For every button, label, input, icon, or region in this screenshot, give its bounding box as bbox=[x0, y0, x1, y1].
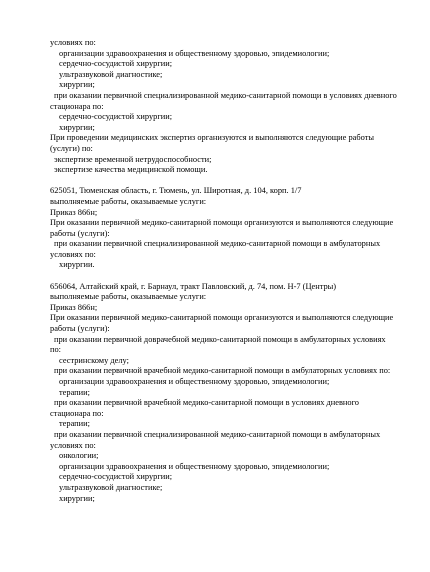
text-line: организации здравоохранения и общественному здоровью, эпидемиологии; bbox=[59, 377, 330, 386]
text-line: при оказании первичной доврачебной медико-санитарной помощи в амбулаторных условиях bbox=[54, 334, 386, 344]
text-line: стационара по: bbox=[50, 101, 104, 111]
text-line: хирургии; bbox=[59, 122, 95, 132]
text-line: при оказании первичной специализированной медико-санитарной помощи в условиях дневного bbox=[54, 90, 397, 100]
text-line: стационара по: bbox=[50, 408, 104, 418]
text-line: при оказании первичной специализированной медико-санитарной помощи в амбулаторных bbox=[54, 429, 381, 439]
paragraph-gap bbox=[50, 176, 410, 187]
text-line: при оказании первичной врачебной медико-санитарной помощи в условиях дневного bbox=[54, 398, 359, 408]
text-line: 625051, Тюменская область, г. Тюмень, ул. Широтная, д. 104, корп. 1/7 bbox=[50, 186, 302, 196]
text-line: выполняемые работы, оказываемые услуги: bbox=[50, 292, 207, 302]
text-line: при оказании первичной специализированной медико-санитарной помощи в амбулаторных bbox=[54, 239, 381, 249]
text-line: онкологии; bbox=[59, 451, 99, 461]
text-line: Приказ 866н; bbox=[50, 207, 98, 217]
text-line: работы (услуги): bbox=[50, 228, 110, 238]
text-line: при оказании первичной врачебной медико-санитарной помощи в амбулаторных условиях по: bbox=[54, 366, 391, 376]
text-line: сердечно-сосудистой хирургии; bbox=[59, 472, 173, 482]
text-line: хирургии. bbox=[59, 260, 95, 270]
text-line: При оказании первичной медико-санитарной помощи организуются и выполняются следующие bbox=[50, 313, 394, 323]
text-line: условиях по: bbox=[50, 249, 96, 259]
text-line: сердечно-сосудистой хирургии; bbox=[59, 112, 173, 122]
text-line: ультразвуковой диагностике; bbox=[59, 482, 163, 492]
text-line: условиях по: bbox=[50, 440, 96, 450]
document-section bbox=[50, 282, 410, 504]
paragraph-gap bbox=[50, 271, 410, 282]
text-line: экспертизе временной нетрудоспособности; bbox=[54, 154, 212, 164]
text-line: При оказании первичной медико-санитарной помощи организуются и выполняются следующие bbox=[50, 218, 394, 228]
text-line: терапии; bbox=[59, 419, 90, 429]
document-section bbox=[50, 38, 410, 176]
text-line: (услуги) по: bbox=[50, 143, 93, 153]
text-line: ультразвуковой диагностике; bbox=[59, 69, 163, 79]
text-line: работы (услуги): bbox=[50, 324, 110, 334]
text-line: терапии; bbox=[59, 387, 90, 397]
text-line: организации здравоохранения и общественному здоровью, эпидемиологии; bbox=[59, 48, 330, 58]
text-line: хирургии; bbox=[59, 80, 95, 90]
text-line: условиях по: bbox=[50, 38, 96, 47]
text-line: сердечно-сосудистой хирургии; bbox=[59, 59, 173, 69]
text-line: организации здравоохранения и общественному здоровью, эпидемиологии; bbox=[59, 461, 330, 471]
text-line: хирургии; bbox=[59, 493, 95, 503]
text-line: по: bbox=[50, 345, 61, 355]
text-line: 656064, Алтайский край, г. Барнаул, тракт Павловский, д. 74, пом. Н-7 (Центры) bbox=[50, 281, 337, 291]
text-line: При проведении медицинских экспертиз организуются и выполняются следующие работы bbox=[50, 133, 374, 143]
text-line: выполняемые работы, оказываемые услуги: bbox=[50, 196, 207, 206]
document-section bbox=[50, 186, 410, 271]
text-line: экспертизе качества медицинской помощи. bbox=[54, 165, 208, 175]
text-line: сестринскому делу; bbox=[59, 355, 129, 365]
document-page bbox=[50, 38, 410, 504]
text-line: Приказ 866н; bbox=[50, 302, 98, 312]
